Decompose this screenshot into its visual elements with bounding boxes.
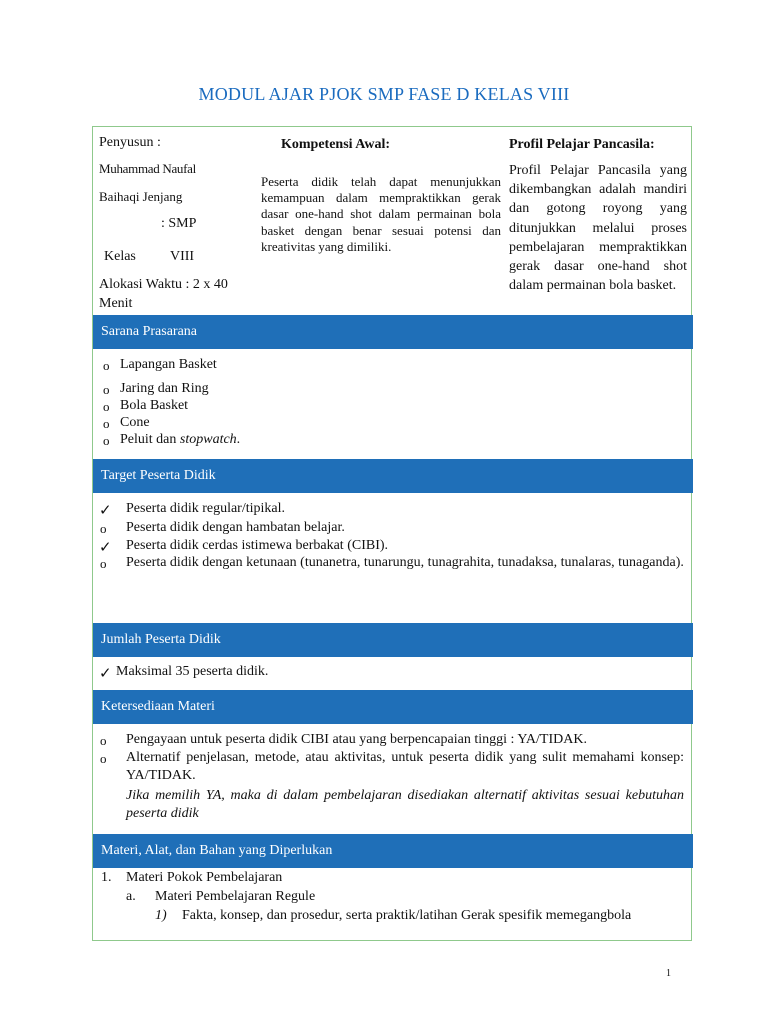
- bullet-marker: o: [100, 733, 107, 748]
- section-band-ketersediaan: [93, 690, 693, 724]
- target-item: Peserta didik dengan hambatan belajar.: [126, 520, 345, 535]
- jenjang-value: : SMP: [161, 216, 197, 231]
- penyusun-name-line-2: Baihaqi Jenjang: [99, 189, 183, 204]
- ketersediaan-note: Jika memilih YA, maka di dalam pembelajaran disediakan alternatif aktivitas sesuai kebutuhan peserta didik: [126, 788, 684, 821]
- target-heading: Target Peserta Didik: [101, 468, 216, 483]
- materi-item: Materi Pokok Pembelajaran: [126, 870, 283, 885]
- jumlah-item: Maksimal 35 peserta didik.: [116, 664, 269, 679]
- bullet-marker: o: [103, 416, 110, 431]
- profil-pelajar-text: Profil Pelajar Pancasila yang dikembangkan adalah mandiri dan gotong royong yang ditunjukkan melalui proses pembelajaran mempraktikkan gerak dasar one-hand shot dalam permainan bola basket.: [509, 163, 687, 294]
- target-item: Peserta didik regular/tipikal.: [126, 501, 286, 516]
- section-band-materi: [93, 834, 693, 868]
- sarana-item: Peluit dan stopwatch.: [120, 432, 241, 447]
- bullet-marker: o: [100, 556, 107, 571]
- sarana-item: Bola Basket: [120, 398, 189, 413]
- penyusun-name-line-1: Muhammad Naufal: [99, 161, 196, 176]
- kelas-label: Kelas: [104, 249, 136, 264]
- checkmark-icon: ✓: [99, 501, 112, 519]
- section-band-sarana: [93, 315, 693, 349]
- kompetensi-awal-text: Peserta didik telah dapat menunjukkan kemampuan dalam mempraktikkan gerak dasar one-hand shot dalam permainan bola basket dengan benar sesuai potensi dan kreativitas yang dimiliki.: [261, 174, 501, 254]
- document-title: MODUL AJAR PJOK SMP FASE D KELAS VIII: [198, 84, 570, 104]
- ketersediaan-item: Alternatif penjelasan, metode, atau aktivitas, untuk peserta didik yang sulit memahami konsep: YA/TIDAK.: [126, 750, 684, 783]
- materi-subsubitem: Fakta, konsep, dan prosedur, serta praktik/latihan Gerak spesifik memegangbola: [182, 908, 632, 923]
- bullet-marker: o: [100, 751, 107, 766]
- sarana-item: Lapangan Basket: [120, 357, 217, 372]
- jumlah-heading: Jumlah Peserta Didik: [101, 632, 221, 647]
- ketersediaan-item: Pengayaan untuk peserta didik CIBI atau yang berpencapaian tinggi : YA/TIDAK.: [126, 732, 587, 747]
- profil-pelajar-heading: Profil Pelajar Pancasila:: [509, 137, 655, 152]
- target-item: Peserta didik cerdas istimewa berbakat (CIBI).: [126, 538, 389, 553]
- bullet-marker: o: [103, 382, 110, 397]
- target-item: Peserta didik dengan ketunaan (tunanetra, tunarungu, tunagrahita, tunadaksa, tunalaras, tunaganda).: [126, 555, 684, 570]
- bullet-marker: o: [103, 358, 110, 373]
- kelas-value: VIII: [170, 249, 195, 264]
- sarana-item: Jaring dan Ring: [120, 381, 209, 396]
- materi-letter: a.: [126, 889, 136, 904]
- alokasi-waktu-line-2: Menit: [99, 296, 133, 311]
- alokasi-waktu-line-1: Alokasi Waktu : 2 x 40: [99, 277, 228, 292]
- bullet-marker: o: [100, 521, 107, 536]
- materi-subitem: Materi Pembelajaran Regule: [155, 889, 316, 904]
- bullet-marker: o: [103, 399, 110, 414]
- sarana-item: Cone: [120, 415, 150, 430]
- materi-subnumber: 1): [155, 908, 167, 923]
- kompetensi-awal-heading: Kompetensi Awal:: [281, 137, 391, 152]
- materi-heading: Materi, Alat, dan Bahan yang Diperlukan: [101, 843, 333, 858]
- checkmark-icon: ✓: [99, 538, 112, 556]
- materi-number: 1.: [101, 870, 112, 885]
- penyusun-label: Penyusun :: [99, 135, 161, 150]
- page-number: 1: [666, 968, 671, 979]
- section-band-jumlah: [93, 623, 693, 657]
- checkmark-icon: ✓: [99, 664, 112, 682]
- section-band-target: [93, 459, 693, 493]
- ketersediaan-heading: Ketersediaan Materi: [101, 699, 215, 714]
- bullet-marker: o: [103, 433, 110, 448]
- sarana-heading: Sarana Prasarana: [101, 324, 198, 339]
